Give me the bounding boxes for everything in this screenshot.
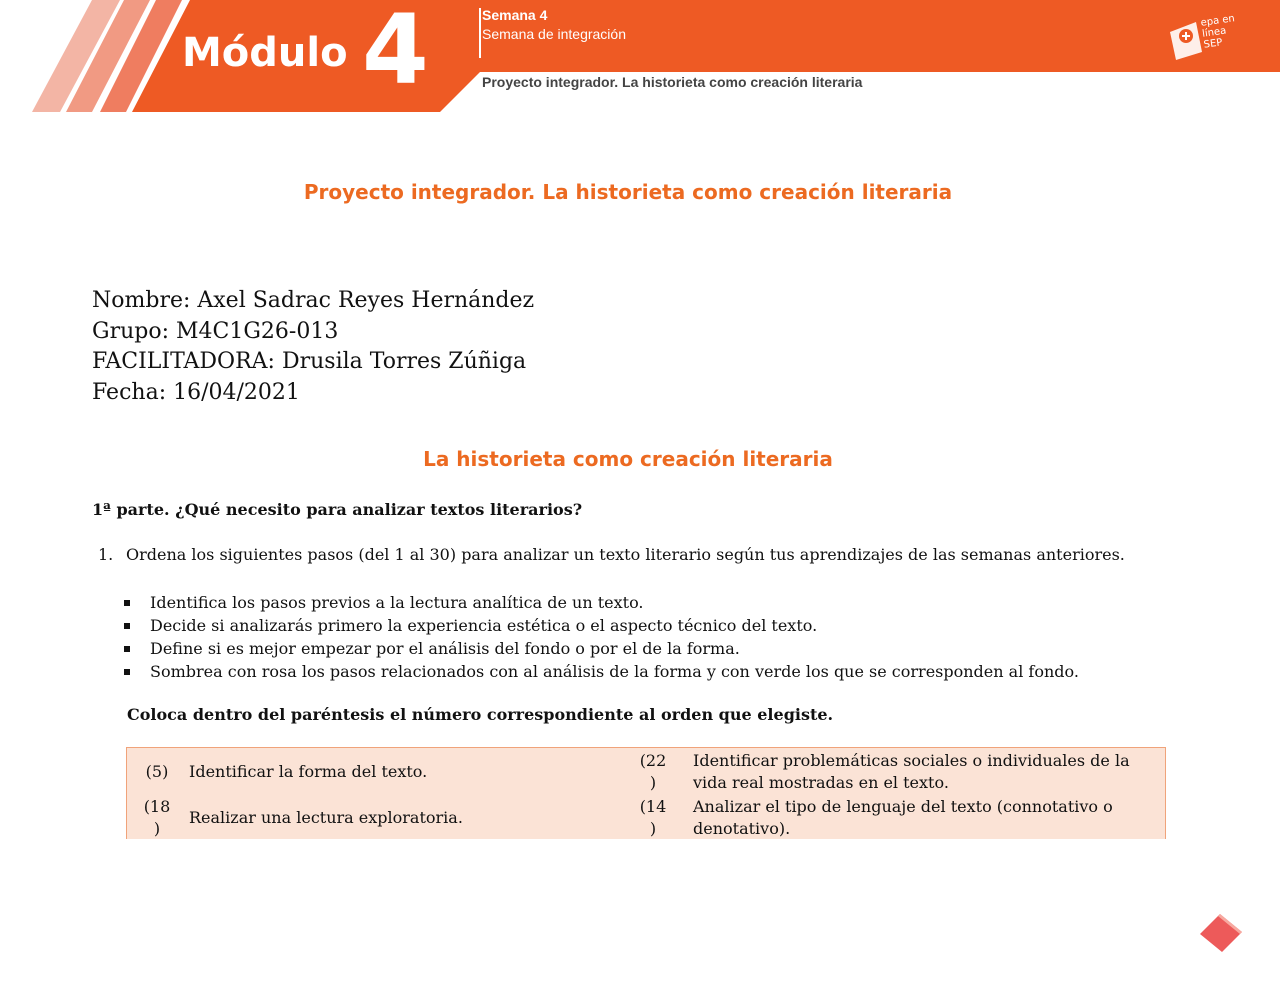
header-project-title: Proyecto integrador. La historieta como creación literaria — [482, 74, 863, 90]
student-name: Nombre: Axel Sadrac Reyes Hernández — [92, 288, 535, 313]
instruction-number: 1. — [98, 545, 114, 564]
step-text-cont: denotativo). — [693, 819, 791, 838]
bullet-item: Decide si analizarás primero la experiencia estética o el aspecto técnico del texto. — [122, 614, 1079, 637]
student-group: Grupo: M4C1G26-013 — [92, 318, 339, 344]
part-title: 1ª parte. ¿Qué necesito para analizar textos literarios? — [92, 500, 583, 519]
logo-wordmark: epa en línea SEP — [1200, 13, 1236, 51]
section-title: La historieta como creación literaria — [423, 447, 833, 471]
module-label: Módulo — [182, 30, 348, 76]
table-instruction: Coloca dentro del paréntesis el número correspondiente al orden que elegiste. — [127, 705, 834, 724]
ordering-table — [126, 747, 1166, 839]
document-title: Proyecto integrador. La historieta como creación literaria — [303, 180, 953, 204]
facilitator: FACILITADORA: Drusila Torres Zúñiga — [92, 349, 527, 374]
order-number[interactable]: (5) — [145, 762, 169, 781]
module-number: 4 — [362, 0, 429, 106]
student-info — [92, 286, 534, 408]
order-number-cont: ) — [153, 819, 161, 838]
step-text: Analizar el tipo de lenguaje del texto (connotativo o — [693, 797, 1113, 816]
instruction — [98, 545, 1125, 564]
order-number[interactable]: (14 — [639, 797, 667, 816]
order-number-cont: ) — [649, 819, 657, 838]
bullet-item: Identifica los pasos previos a la lectura analítica de un texto. — [122, 591, 1079, 614]
order-number[interactable]: (22 — [639, 751, 667, 770]
week-title: Semana 4 — [482, 7, 548, 23]
bullet-item: Sombrea con rosa los pasos relacionados con al análisis de la forma y con verde los que se corresponden al fondo. — [122, 660, 1079, 683]
order-number-cont: ) — [649, 773, 657, 792]
step-text: Identificar problemáticas sociales o individuales de la — [693, 751, 1130, 770]
step-text-cont: vida real mostradas en el texto. — [693, 773, 949, 792]
step-text: Realizar una lectura exploratoria. — [189, 808, 463, 827]
order-number[interactable]: (18 — [143, 797, 171, 816]
bullet-item: Define si es mejor empezar por el análisis del fondo o por el de la forma. — [122, 637, 1079, 660]
instruction-text: Ordena los siguientes pasos (del 1 al 30) para analizar un texto literario según tus aprendizajes de las semanas anteriores. — [126, 545, 1125, 564]
bullet-list — [122, 591, 1079, 683]
step-text: Identificar la forma del texto. — [189, 762, 428, 781]
week-subtitle: Semana de integración — [482, 26, 626, 42]
date: Fecha: 16/04/2021 — [92, 379, 300, 405]
decorative-diamond-icon — [1196, 910, 1246, 956]
